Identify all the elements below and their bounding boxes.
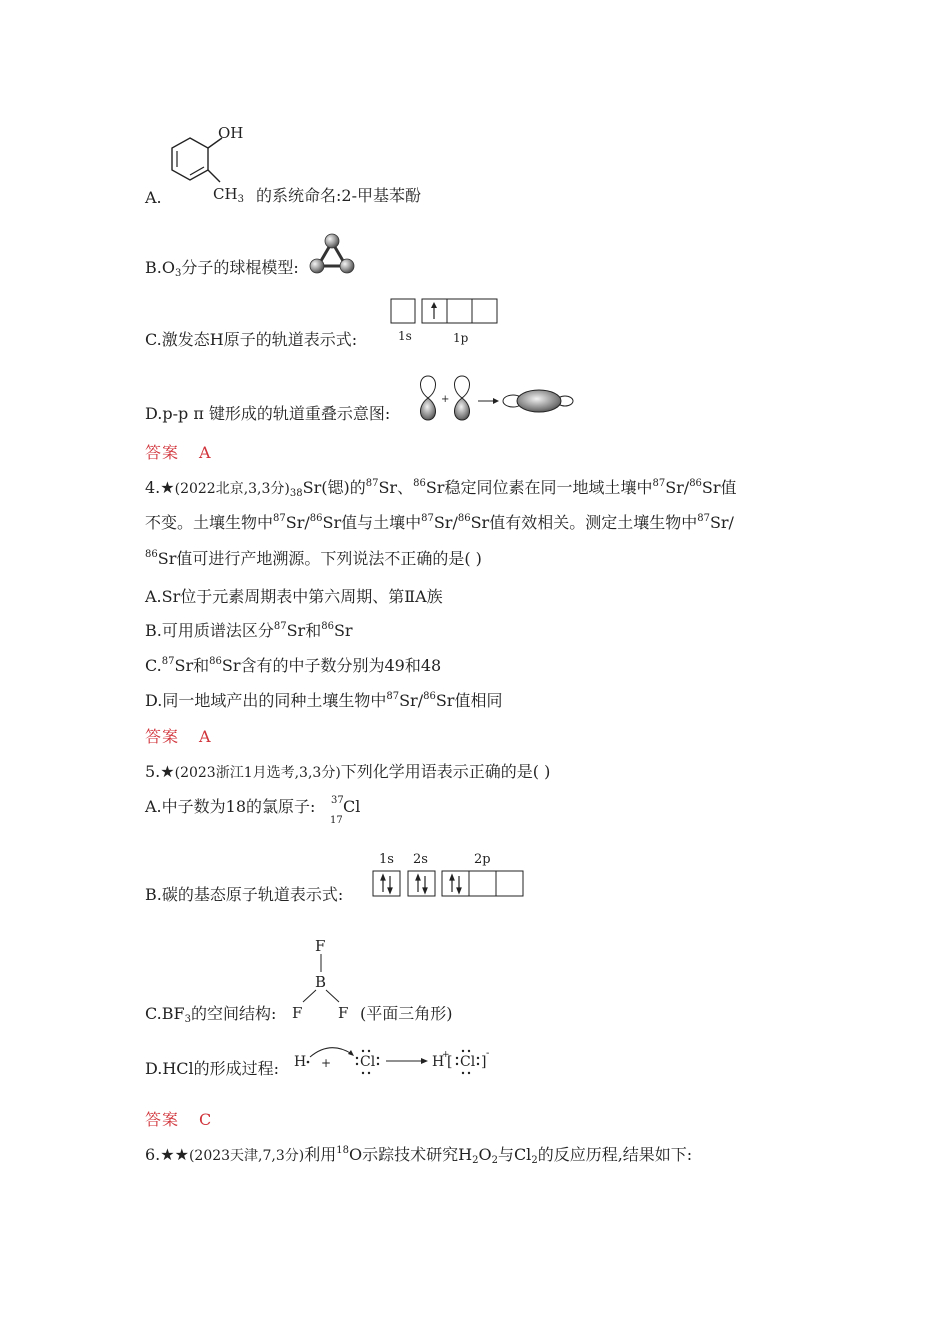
right-bracket: ] bbox=[481, 1054, 487, 1070]
answer-3 bbox=[145, 443, 212, 463]
label-1p: 1p bbox=[453, 331, 469, 345]
q4-text: Sr和 bbox=[286, 621, 322, 640]
q4-text: Sr和 bbox=[174, 656, 210, 675]
q4-option-a: A.Sr位于元素周期表中第六周期、第ⅡA族 bbox=[145, 587, 443, 606]
ch3-label bbox=[213, 184, 244, 204]
q4-option-d bbox=[145, 691, 502, 711]
cl-ion: Cl bbox=[460, 1054, 476, 1070]
option-d-text: D.p-p π 键形成的轨道重叠示意图: bbox=[145, 404, 391, 423]
q4-text: Sr/ bbox=[665, 478, 690, 497]
q4-line-2 bbox=[145, 513, 734, 533]
option-a-prefix: A. bbox=[145, 188, 162, 207]
mass-number: 87 bbox=[365, 478, 379, 489]
q4-source: (2022北京,3,3分) bbox=[174, 481, 290, 497]
option-b-text bbox=[145, 258, 299, 278]
option-b-prefix: B.O bbox=[145, 258, 175, 277]
o3-ball-stick-model bbox=[306, 232, 358, 278]
h-atom: H bbox=[294, 1054, 307, 1070]
b-atom: B bbox=[315, 973, 327, 991]
q5-option-b: B.碳的基态原子轨道表示式: bbox=[145, 885, 344, 904]
q5-text: 下列化学用语表示正确的是( ) bbox=[340, 762, 551, 781]
answer-5 bbox=[145, 1110, 212, 1130]
mass-number: 87 bbox=[697, 513, 710, 524]
q5-option-c-note: (平面三角形) bbox=[360, 1004, 453, 1023]
answer-4 bbox=[145, 727, 212, 747]
mass-number: 87 bbox=[273, 513, 286, 524]
plus-sign: + bbox=[321, 1056, 332, 1070]
o3-subscript: 3 bbox=[174, 268, 182, 279]
q4-text: Sr、 bbox=[378, 478, 414, 497]
q6-source: (2023天津,7,3分) bbox=[188, 1148, 305, 1164]
q4-option-c bbox=[145, 656, 441, 676]
cl-atomic-number: 17 bbox=[330, 815, 343, 826]
h-ion: H bbox=[432, 1054, 445, 1070]
h-excited-orbital-diagram bbox=[390, 298, 500, 324]
mass-number: 87 bbox=[386, 691, 400, 702]
f-atom-left: F bbox=[292, 1004, 303, 1022]
q6-text: 利用 bbox=[304, 1145, 337, 1164]
positive-charge: + bbox=[442, 1050, 450, 1060]
q4-line-1 bbox=[145, 478, 737, 499]
cl-symbol: Cl bbox=[343, 797, 361, 816]
bf3-subscript: 3 bbox=[184, 1014, 191, 1025]
negative-charge: - bbox=[486, 1048, 490, 1059]
mass-number: 18 bbox=[336, 1145, 349, 1156]
mass-number: 87 bbox=[421, 513, 434, 524]
q5-source: (2023浙江1月选考,3,3分) bbox=[174, 765, 341, 781]
q4-text: Sr/ bbox=[433, 513, 458, 532]
oh-label: OH bbox=[218, 124, 244, 142]
q4-text: Sr(锶)的 bbox=[302, 478, 366, 497]
q4-text: B.可用质谱法区分 bbox=[145, 621, 274, 640]
option-a-text: 的系统命名:2-甲基苯酚 bbox=[256, 186, 421, 205]
cl-atom: Cl bbox=[360, 1054, 376, 1070]
mass-number: 86 bbox=[413, 478, 426, 489]
q5-option-d: D.HCl的形成过程: bbox=[145, 1059, 280, 1078]
q4-text: Sr/ bbox=[285, 513, 310, 532]
mass-number: 86 bbox=[321, 621, 334, 632]
q5-number: 5. bbox=[145, 762, 161, 781]
hcl-formation-diagram bbox=[290, 1040, 500, 1078]
q4-text: Sr/ bbox=[399, 691, 424, 710]
atomic-number: 38 bbox=[289, 488, 303, 499]
q6-text: 与Cl bbox=[497, 1145, 532, 1164]
label-1s: 1s bbox=[379, 852, 394, 867]
q5-stem bbox=[145, 762, 550, 783]
q4-text: Sr值相同 bbox=[435, 691, 503, 710]
q6-text: 的反应历程,结果如下: bbox=[537, 1145, 693, 1164]
q5-option-a: A.中子数为18的氯原子: bbox=[145, 797, 316, 816]
answer-value: C bbox=[199, 1110, 213, 1129]
difficulty-star-icon: ★ bbox=[160, 478, 175, 497]
q4-text: Sr值与土壤中 bbox=[322, 513, 422, 532]
mass-number: 86 bbox=[689, 478, 702, 489]
q4-text: Sr稳定同位素在同一地域土壤中 bbox=[425, 478, 653, 497]
label-2s: 2s bbox=[413, 852, 428, 867]
difficulty-star-icon: ★ bbox=[160, 762, 175, 781]
q5-text: 的空间结构: bbox=[191, 1004, 277, 1023]
plus-sign: + bbox=[441, 394, 450, 405]
ch3-text: CH bbox=[213, 185, 238, 203]
q6-text: O bbox=[478, 1145, 492, 1164]
option-c-text: C.激发态H原子的轨道表示式: bbox=[145, 330, 358, 349]
p-p-pi-overlap-diagram bbox=[415, 374, 575, 424]
subscript: 2 bbox=[472, 1155, 479, 1166]
q4-text: Sr值可进行产地溯源。下列说法不正确的是( ) bbox=[157, 549, 482, 568]
q4-text: Sr含有的中子数分别为49和48 bbox=[221, 656, 442, 675]
mass-number: 86 bbox=[457, 513, 471, 524]
option-b-desc: 分子的球棍模型: bbox=[181, 258, 299, 277]
mass-number: 86 bbox=[309, 513, 323, 524]
answer-value: A bbox=[199, 443, 212, 462]
q4-line-3 bbox=[145, 549, 482, 569]
mass-number: 86 bbox=[423, 691, 436, 702]
mass-number: 86 bbox=[145, 549, 158, 560]
q4-text: 不变。土壤生物中 bbox=[145, 513, 274, 532]
answer-label: 答案 bbox=[145, 727, 180, 746]
f-atom-right: F bbox=[338, 1004, 349, 1022]
cl-mass-number: 37 bbox=[331, 795, 344, 806]
label-1s: 1s bbox=[398, 329, 412, 343]
mass-number: 87 bbox=[652, 478, 666, 489]
difficulty-star-icon: ★★ bbox=[160, 1145, 189, 1164]
q4-number: 4. bbox=[145, 478, 161, 497]
left-bracket: [ bbox=[447, 1054, 453, 1070]
f-atom-top: F bbox=[315, 937, 326, 955]
q6-text: O示踪技术研究H bbox=[348, 1145, 473, 1164]
q4-option-b bbox=[145, 621, 353, 641]
q5-text: C.BF bbox=[145, 1004, 185, 1023]
mass-number: 87 bbox=[161, 656, 175, 667]
q4-text: Sr/ bbox=[709, 513, 734, 532]
answer-label: 答案 bbox=[145, 443, 180, 462]
carbon-orbital-diagram bbox=[372, 869, 528, 899]
q4-text: Sr值 bbox=[701, 478, 737, 497]
q4-text: Sr bbox=[333, 621, 353, 640]
q4-text: C. bbox=[145, 656, 162, 675]
q4-text: Sr值有效相关。测定土壤生物中 bbox=[470, 513, 698, 532]
subscript: 2 bbox=[491, 1155, 498, 1166]
q6-number: 6. bbox=[145, 1145, 161, 1164]
q5-option-c bbox=[145, 1004, 276, 1024]
ch3-subscript: 3 bbox=[237, 194, 244, 205]
answer-value: A bbox=[199, 727, 212, 746]
answer-label: 答案 bbox=[145, 1110, 180, 1129]
q4-text: D.同一地域产出的同种土壤生物中 bbox=[145, 691, 387, 710]
mass-number: 87 bbox=[273, 621, 287, 632]
label-2p: 2p bbox=[474, 852, 491, 867]
q6-stem bbox=[145, 1145, 692, 1166]
mass-number: 86 bbox=[209, 656, 222, 667]
subscript: 2 bbox=[531, 1155, 538, 1166]
